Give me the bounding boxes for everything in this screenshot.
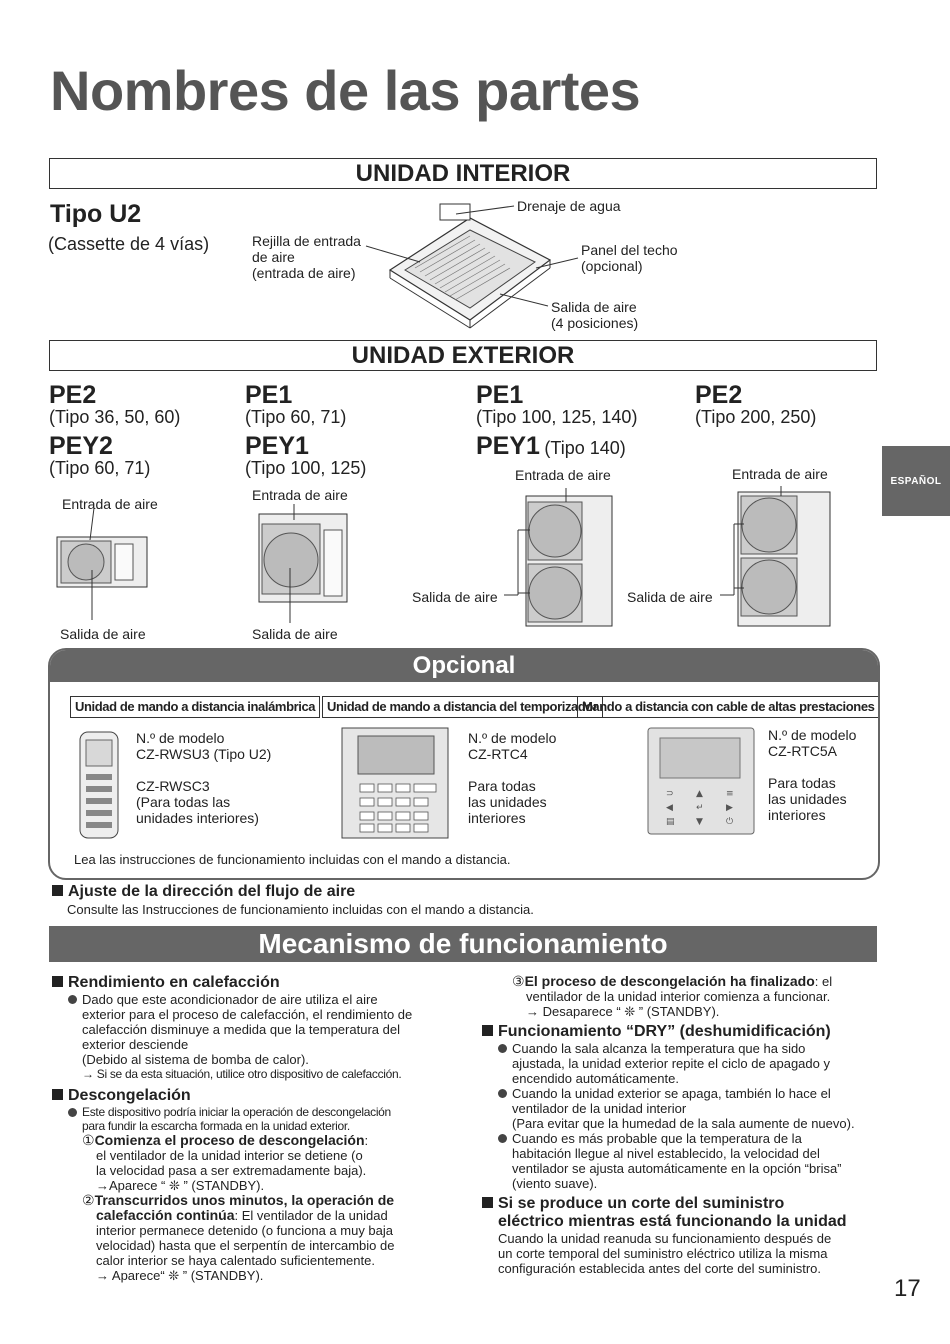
language-tab (882, 446, 950, 516)
step2-bold: Transcurridos unos minutos, la operación de (94, 1192, 395, 1208)
remote1-line: CZ-RWSU3 (Tipo U2) (136, 746, 272, 762)
page-number: 17 (894, 1275, 921, 1302)
dry-bullet-1 (498, 1041, 882, 1086)
heating-title-text: Rendimiento en calefacción (68, 974, 280, 991)
dry-title-text: Funcionamiento “DRY” (deshumidificación) (498, 1023, 831, 1040)
unit1-air-out: Salida de aire (60, 626, 146, 642)
grille-label-line: de aire (252, 249, 295, 265)
square-bullet-icon (482, 1197, 493, 1208)
defrost-bullet (68, 1105, 462, 1133)
dry-bullet-2 (498, 1086, 882, 1131)
unit3-air-in: Entrada de aire (515, 467, 611, 483)
square-bullet-icon (52, 885, 63, 896)
remote3-line: interiores (768, 807, 826, 823)
remote2-tab: Unidad de mando a distancia del temporizador (322, 696, 603, 718)
square-bullet-icon (52, 976, 63, 987)
text-line: calefacción disminuye a medida que la temperatura del (82, 1022, 400, 1037)
dry-title (482, 1023, 882, 1041)
remote3-info (768, 727, 856, 823)
text-line: habitación llegue al nivel establecido, la velocidad del (512, 1146, 820, 1161)
panel-label-line: (opcional) (581, 258, 643, 274)
outdoor-col1-type: (Tipo 36, 50, 60) (49, 407, 181, 427)
remote2-line: las unidades (468, 794, 547, 810)
unit4-air-out: Salida de aire (627, 589, 713, 605)
page-title: Nombres de las partes (50, 59, 641, 122)
outdoor-col2-model2: PEY1 (245, 432, 309, 460)
indoor-model: Tipo U2 (50, 200, 142, 228)
grille-label (252, 233, 361, 281)
text-line: para fundir la escarcha formada en la unidad exterior. (82, 1119, 350, 1133)
mechanism-left-column (52, 974, 462, 1283)
text-line: Cuando es más probable que la temperatura de la (512, 1131, 802, 1146)
text-line: →Aparece “ ❊ ” (STANDBY). (96, 1178, 265, 1193)
text-line: : el (814, 974, 833, 989)
text-line: → Aparece“ ❊ ” (STANDBY). (96, 1268, 264, 1283)
defrost-title (52, 1087, 462, 1105)
svg-text:↵: ↵ (696, 803, 704, 813)
text-line: exterior desciende (82, 1037, 189, 1052)
remote1-line: CZ-RWSC3 (136, 778, 210, 794)
text-line: Dado que este acondicionador de aire utiliza el aire (82, 992, 378, 1007)
outdoor-col3-type: (Tipo 100, 125, 140) (476, 407, 638, 427)
outdoor-col4-model: PE2 (695, 381, 743, 409)
outdoor-col2-type: (Tipo 60, 71) (245, 407, 347, 427)
optional-panel (48, 648, 880, 880)
text-line: interior permanece detenido (o funciona a muy baja (96, 1223, 394, 1238)
power-text (498, 1231, 882, 1276)
svg-text:⏻: ⏻ (726, 817, 734, 827)
timer-remote-image (340, 726, 450, 840)
text-line: Este dispositivo podría iniciar la operación de descongelación (82, 1105, 391, 1119)
optional-header: Opcional (50, 650, 878, 682)
remote2-line: Para todas (468, 778, 536, 794)
text-line: → Desaparece “ ❊ ” (STANDBY). (526, 1004, 720, 1019)
wired-remote-image (646, 726, 756, 836)
circled-3-icon: ③ (512, 973, 525, 989)
remote3-tab: Mando a distancia con cable de altas prestaciones (577, 696, 880, 718)
indoor-header: UNIDAD INTERIOR (49, 158, 877, 189)
airflow-title (52, 883, 355, 901)
defrost-step1: ①Comienza el proceso de descongelación: el ventilador de la unidad interior se detiene (o la velocidad pasa a ser extremadamente baja). →Aparece “ ❊ ” (STANDBY). (82, 1133, 462, 1193)
defrost-step3 (512, 974, 882, 1019)
remote3-line: N.º de modelo (768, 727, 857, 743)
text-line: configuración establecida antes del corte del suministro. (498, 1261, 822, 1276)
outdoor-col1-type2: (Tipo 60, 71) (49, 458, 151, 478)
remote3-line: CZ-RTC5A (768, 743, 837, 759)
heating-bullet (68, 992, 462, 1081)
unit1-air-in: Entrada de aire (62, 496, 158, 512)
text-line: Cuando la unidad exterior se apaga, también lo hace el (512, 1086, 831, 1101)
airflow-text: Consulte las Instrucciones de funcionamiento incluidas con el mando a distancia. (67, 902, 534, 917)
mechanism-header: Mecanismo de funcionamiento (49, 926, 877, 962)
outdoor-col4-type: (Tipo 200, 250) (695, 407, 817, 427)
text-line: el ventilador de la unidad interior se detiene (o (96, 1148, 363, 1163)
outdoor-col3-type2: (Tipo 140) (544, 438, 626, 458)
square-bullet-icon (52, 1089, 63, 1100)
unit3-air-out: Salida de aire (412, 589, 498, 605)
panel-label-line: Panel del techo (581, 242, 678, 258)
outdoor-col1-model2: PEY2 (49, 432, 113, 460)
language-tab-label: ESPAÑOL (890, 475, 942, 487)
svg-text:⊃: ⊃ (666, 789, 674, 799)
outdoor-col3-model: PE1 (476, 381, 524, 409)
svg-text:◀: ◀ (666, 803, 673, 813)
heating-title (52, 974, 462, 992)
text-line: velocidad) hasta que el serpentín de intercambio de (96, 1238, 395, 1253)
remote1-line: N.º de modelo (136, 730, 225, 746)
text-line: la velocidad pasa a ser extremadamente baja). (96, 1163, 367, 1178)
text-line: calor interior se haya calentado suficientemente. (96, 1253, 375, 1268)
text-line: (Para evitar que la humedad de la sala aumente de nuevo). (512, 1116, 855, 1131)
unit2-air-in: Entrada de aire (252, 487, 348, 503)
text-line: (viento suave). (512, 1176, 598, 1191)
svg-text:≡: ≡ (726, 789, 734, 799)
step3-bold: El proceso de descongelación ha finalizado (524, 973, 815, 989)
outdoor-col1-model: PE2 (49, 381, 97, 409)
dry-bullet-3 (498, 1131, 882, 1191)
text-line: Cuando la sala alcanza la temperatura que ha sido (512, 1041, 806, 1056)
text-line: encendido automáticamente. (512, 1071, 679, 1086)
remote2-info (468, 730, 556, 826)
circled-2-icon: ② (82, 1192, 95, 1208)
remote1-line: unidades interiores) (136, 810, 259, 826)
text-line: ajustada, la unidad exterior repite el ciclo de apagado y (512, 1056, 830, 1071)
text-line: un corte temporal del suministro eléctrico utiliza la misma (498, 1246, 828, 1261)
outdoor-col3-model2: PEY1 (476, 432, 540, 460)
unit2-air-out: Salida de aire (252, 626, 338, 642)
text-line: exterior para el proceso de calefacción, el rendimiento de (82, 1007, 413, 1022)
airflow-title-text: Ajuste de la dirección del flujo de aire (68, 883, 356, 900)
circled-1-icon: ① (82, 1132, 95, 1148)
step2-bold: calefacción continúa (96, 1207, 235, 1223)
svg-text:▶: ▶ (726, 803, 733, 813)
svg-text:▤: ▤ (666, 817, 675, 827)
text-line: Cuando la unidad reanuda su funcionamiento después de (498, 1231, 832, 1246)
outlet-label-line: (4 posiciones) (551, 315, 639, 331)
svg-text:▼: ▼ (696, 817, 703, 827)
grille-label-line: (entrada de aire) (252, 265, 356, 281)
outdoor-col3-line2 (476, 432, 626, 461)
remote2-line: CZ-RTC4 (468, 746, 528, 762)
text-line: (Debido al sistema de bomba de calor). (82, 1052, 309, 1067)
square-bullet-icon (482, 1025, 493, 1036)
text-line: ventilador se ajusta automáticamente en la opción “brisa” (512, 1161, 842, 1176)
remote1-line: (Para todas las (136, 794, 231, 810)
wireless-remote-image (78, 730, 120, 840)
text-line: : El ventilador de la unidad (234, 1208, 388, 1223)
defrost-step2 (82, 1193, 462, 1283)
remote1-info (136, 730, 271, 826)
svg-text:▲: ▲ (696, 789, 703, 799)
outlet-label-line: Salida de aire (551, 299, 637, 315)
grille-label-line: Rejilla de entrada (252, 233, 361, 249)
indoor-leader-lines (0, 0, 950, 340)
outdoor-header: UNIDAD EXTERIOR (49, 340, 877, 371)
remote3-line: Para todas (768, 775, 836, 791)
indoor-subtitle: (Cassette de 4 vías) (48, 234, 210, 254)
remote2-line: interiores (468, 810, 526, 826)
outlet-label (551, 299, 638, 331)
unit4-air-in: Entrada de aire (732, 466, 828, 482)
panel-label (581, 242, 678, 274)
text-line: ventilador de la unidad interior (512, 1101, 687, 1116)
heating-note: → Si se da esta situación, utilice otro dispositivo de calefacción. (82, 1067, 402, 1081)
power-title (482, 1195, 882, 1231)
remote1-tab: Unidad de mando a distancia inalámbrica (70, 696, 320, 718)
remote3-line: las unidades (768, 791, 847, 807)
optional-note: Lea las instrucciones de funcionamiento incluidas con el mando a distancia. (74, 852, 511, 867)
power-title-text: Si se produce un corte del suministro (498, 1195, 785, 1212)
mechanism-right-column (482, 974, 882, 1276)
text-line: ventilador de la unidad interior comienza a funcionar. (526, 989, 831, 1004)
drain-label: Drenaje de agua (517, 198, 621, 214)
outdoor-col2-model: PE1 (245, 381, 293, 409)
defrost-title-text: Descongelación (68, 1087, 191, 1104)
remote2-line: N.º de modelo (468, 730, 557, 746)
power-title-text: eléctrico mientras está funcionando la unidad (498, 1213, 847, 1230)
step1-bold: Comienza el proceso de descongelación (94, 1132, 365, 1148)
outdoor-col2-type2: (Tipo 100, 125) (245, 458, 367, 478)
